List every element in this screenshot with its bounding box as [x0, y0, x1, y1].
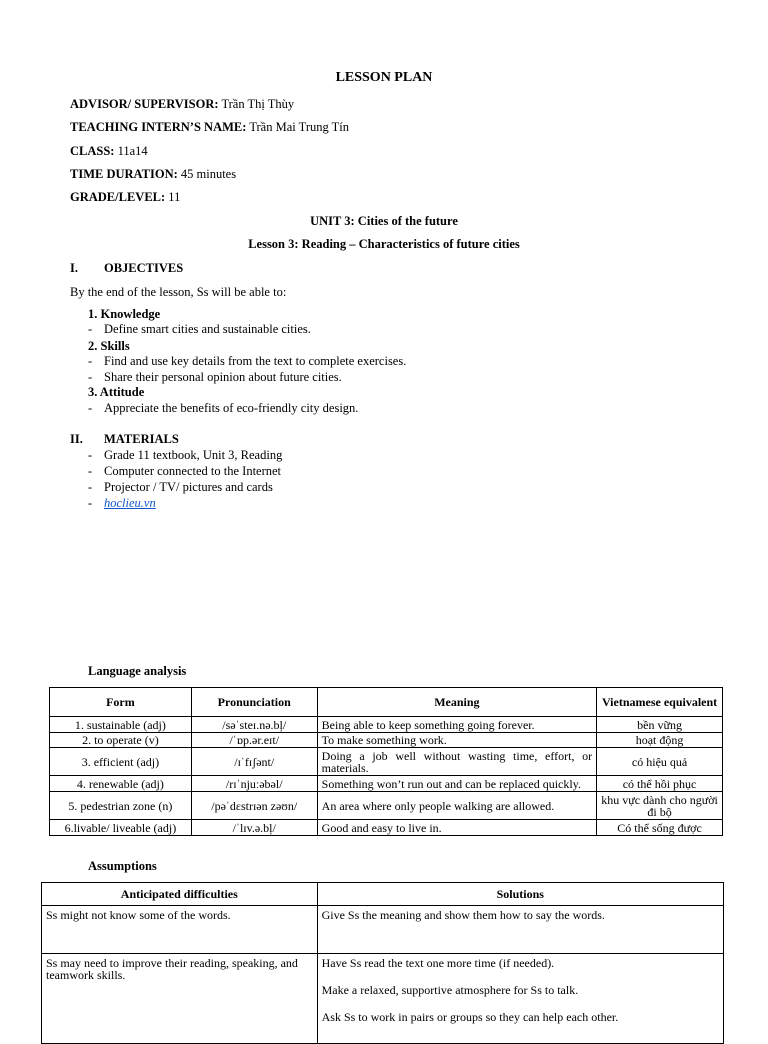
- objectives-intro: By the end of the lesson, Ss will be able to:: [70, 285, 287, 299]
- table-cell: có hiệu quả: [597, 748, 723, 776]
- table-row: [50, 748, 723, 776]
- table-cell: 6.livable/ liveable (adj): [50, 820, 192, 836]
- table-row: [50, 776, 723, 792]
- time-label: TIME DURATION:: [70, 167, 178, 181]
- table-row: [50, 717, 723, 733]
- class-value: 11a14: [117, 144, 148, 158]
- table-cell: 3. efficient (adj): [50, 748, 192, 776]
- table-row: [50, 792, 723, 820]
- table-cell: 5. pedestrian zone (n): [50, 792, 192, 820]
- column-header: Form: [50, 688, 192, 717]
- materials-heading-text: MATERIALS: [104, 432, 179, 446]
- column-header: Meaning: [317, 688, 596, 717]
- table-cell: 1. sustainable (adj): [50, 717, 192, 733]
- intern-line: [70, 120, 349, 135]
- table-cell: /ˈɒp.ər.eɪt/: [191, 733, 317, 748]
- table-cell: Something won’t run out and can be replaced quickly.: [317, 776, 596, 792]
- language-analysis-table: [49, 687, 723, 836]
- objectives-heading-text: OBJECTIVES: [104, 261, 184, 275]
- solution-text: Have Ss read the text one more time (if needed).: [321, 956, 555, 970]
- table-cell: Doing a job well without wasting time, effort, or materials.: [317, 748, 596, 776]
- advisor-value: Trần Thị Thùy: [221, 97, 295, 111]
- attitude-heading: 3. Attitude: [88, 385, 145, 399]
- list-item: - Find and use key details from the text to complete exercises.: [88, 354, 407, 368]
- table-cell: 4. renewable (adj): [50, 776, 192, 792]
- list-item: - Define smart cities and sustainable cities.: [88, 322, 311, 336]
- table-row: [42, 906, 724, 954]
- table-cell: An area where only people walking are allowed.: [317, 792, 596, 820]
- list-item: - hoclieu.vn: [88, 496, 156, 510]
- time-line: [70, 167, 236, 182]
- difficulty-cell: Ss may need to improve their reading, speaking, and teamwork skills.: [42, 954, 318, 1044]
- page-title: LESSON PLAN: [335, 70, 433, 85]
- table-row: [42, 954, 724, 1044]
- solution-text: Ask Ss to work in pairs or groups so they can help each other.: [321, 1010, 619, 1024]
- skills-heading: 2. Skills: [88, 339, 130, 353]
- solution-cell: [317, 906, 723, 954]
- table-cell: 2. to operate (v): [50, 733, 192, 748]
- table-cell: bền vững: [597, 717, 723, 733]
- objectives-heading: [70, 261, 183, 276]
- grade-line: [70, 190, 180, 205]
- lesson-title: Lesson 3: Reading – Characteristics of future cities: [248, 237, 520, 251]
- list-item: - Grade 11 textbook, Unit 3, Reading: [88, 448, 283, 462]
- column-header: Anticipated difficulties: [42, 883, 318, 906]
- table-cell: khu vực dành cho người đi bộ: [597, 792, 723, 820]
- solution-cell: [317, 954, 723, 1044]
- table-cell: /ˈlɪv.ə.bļ/: [191, 820, 317, 836]
- assumptions-heading: Assumptions: [88, 859, 157, 873]
- hoclieu-link[interactable]: hoclieu.vn: [104, 496, 156, 510]
- intern-value: Trần Mai Trung Tín: [249, 120, 349, 134]
- table-cell: có thể hồi phục: [597, 776, 723, 792]
- grade-value: 11: [168, 190, 181, 204]
- table-cell: Có thể sống được: [597, 820, 723, 836]
- assumptions-table: [41, 882, 724, 1044]
- table-cell: Being able to keep something going forever.: [317, 717, 596, 733]
- list-item: - Share their personal opinion about future cities.: [88, 370, 342, 384]
- materials-heading: [70, 432, 179, 447]
- knowledge-heading: 1. Knowledge: [88, 307, 161, 321]
- grade-label: GRADE/LEVEL:: [70, 190, 166, 204]
- table-row: [50, 820, 723, 836]
- table-cell: /ɪˈfɪʃənt/: [191, 748, 317, 776]
- table-cell: Good and easy to live in.: [317, 820, 596, 836]
- list-item: - Projector / TV/ pictures and cards: [88, 480, 273, 494]
- objectives-num: I.: [70, 261, 78, 275]
- column-header: Pronunciation: [191, 688, 317, 717]
- advisor-line: [70, 97, 294, 112]
- table-header-row: [42, 883, 724, 906]
- unit-title: UNIT 3: Cities of the future: [310, 214, 458, 228]
- intern-label: TEACHING INTERN’S NAME:: [70, 120, 247, 134]
- column-header: Vietnamese equivalent: [597, 688, 723, 717]
- table-cell: /səˈsteɪ.nə.bļ/: [191, 717, 317, 733]
- table-cell: /rɪˈnjuːəbəl/: [191, 776, 317, 792]
- column-header: Solutions: [317, 883, 723, 906]
- time-value: 45 minutes: [180, 167, 237, 181]
- list-item: - Appreciate the benefits of eco-friendly city design.: [88, 401, 359, 415]
- list-item: - Computer connected to the Internet: [88, 464, 282, 478]
- class-label: CLASS:: [70, 144, 115, 158]
- solution-text: Give Ss the meaning and show them how to say the words.: [321, 908, 605, 922]
- table-row: [50, 733, 723, 748]
- language-analysis-heading: Language analysis: [88, 664, 187, 678]
- table-header-row: [50, 688, 723, 717]
- class-line: [70, 144, 148, 159]
- solution-text: Make a relaxed, supportive atmosphere for Ss to talk.: [321, 983, 579, 997]
- materials-num: II.: [70, 432, 83, 446]
- table-cell: hoạt động: [597, 733, 723, 748]
- table-cell: /pəˈdɛstrɪən zəʊn/: [191, 792, 317, 820]
- advisor-label: ADVISOR/ SUPERVISOR:: [70, 97, 219, 111]
- difficulty-cell: Ss might not know some of the words.: [42, 906, 318, 954]
- table-cell: To make something work.: [317, 733, 596, 748]
